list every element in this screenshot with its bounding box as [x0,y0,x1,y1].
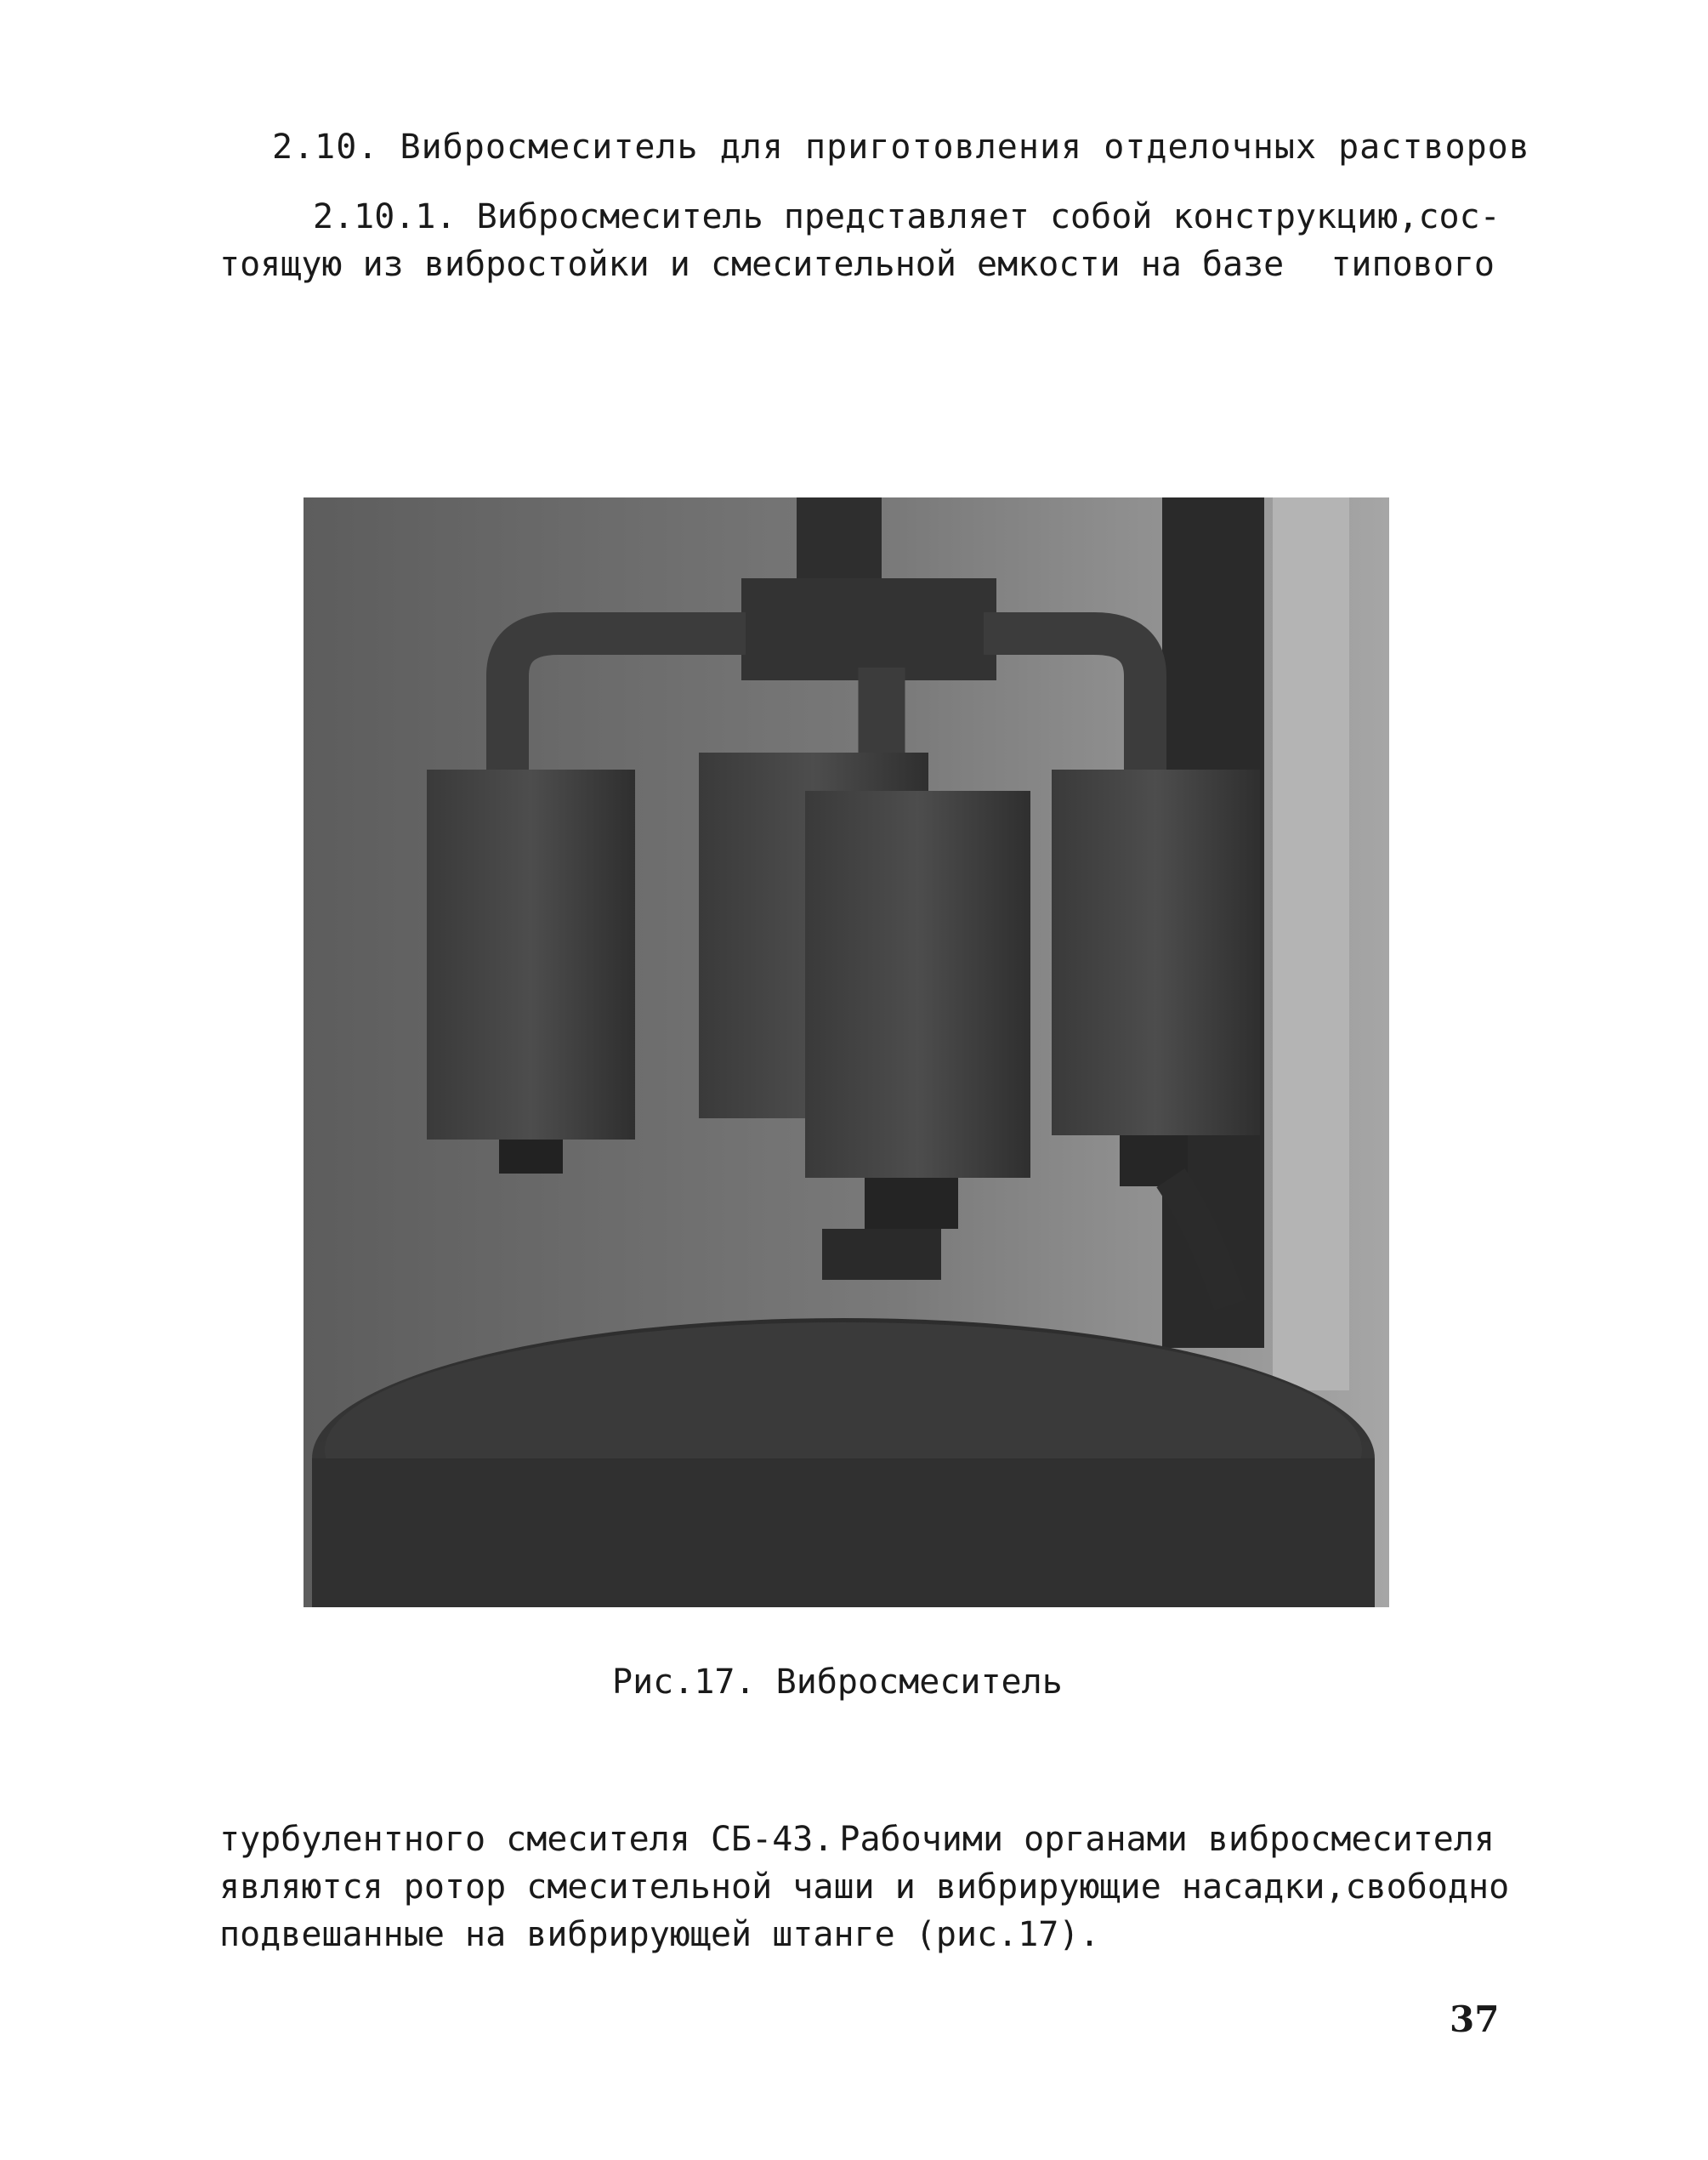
continued-line-1-text: турбулентного смесителя СБ-43. [219,1820,834,1859]
continued-line-3-text: подвешанные на вибрирующей штанге (рис.17). [219,1915,1100,1954]
vibromixer-photo-illustration [304,497,1389,1607]
continued-line-2-end: свободно [1345,1867,1510,1907]
continued-line-2-text: являются ротор смесительной чаши и вибрирующие насадки, [219,1867,1346,1907]
continued-line-2 [219,1867,1510,1915]
figure-photo-vibromixer [304,497,1389,1607]
intro-line-2-end: типового [1331,245,1495,284]
continued-line-1-end: Рабочими органами вибросмесителя [839,1820,1495,1859]
continued-line-3 [219,1915,1495,1963]
figure-caption: Рис.17. Вибросмеситель [612,1663,1063,1702]
intro-line-1-text: 2.10.1. Вибросмеситель представляет собой конструкцию, [313,197,1419,236]
left-cylinder [427,770,635,1140]
hub-block [741,578,996,680]
section-heading: 2.10. Вибросмеситель для приготовления отделочных растворов [272,128,1530,167]
center-cylinder [805,791,1030,1178]
right-cylinder [1052,770,1260,1135]
intro-line-1-end: сос- [1418,197,1501,236]
page-number: 37 [1450,1998,1500,2040]
intro-line-2-text: тоящую из вибростойки и смесительной емкости на базе [219,245,1285,284]
intro-paragraph-line-1 [313,197,1501,236]
continued-paragraph [219,1820,1510,1963]
intro-paragraph-line-2 [219,245,1495,284]
continued-line-1 [219,1820,1495,1867]
